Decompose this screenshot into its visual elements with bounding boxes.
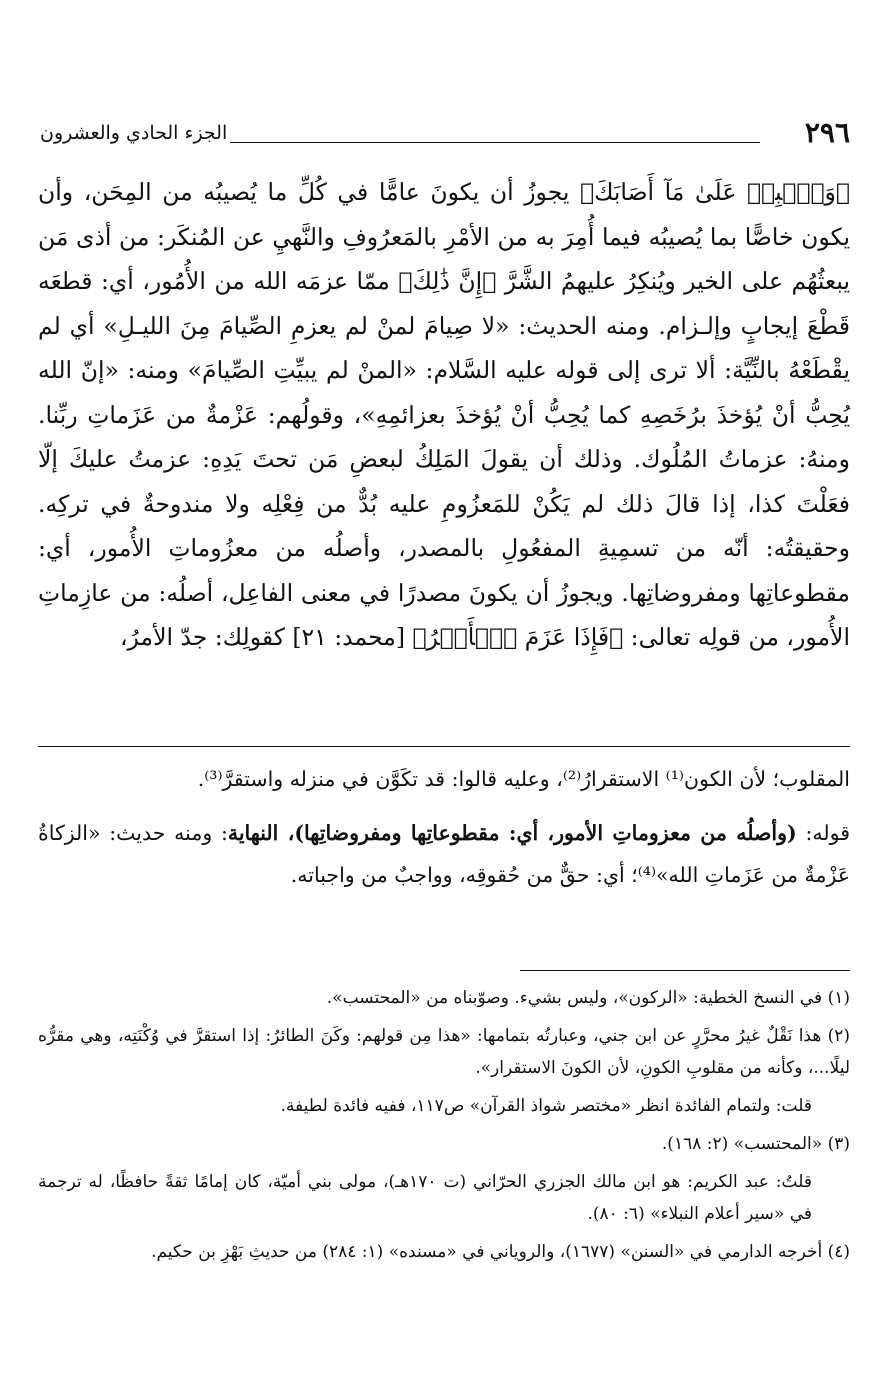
footnotes [38,982,850,1274]
main-text [38,170,850,660]
main-text-divider [38,746,850,747]
footnote-3-note: قلتُ: عبد الكريم: هو ابن مالك الجزري الحرّاني (ت ١٧٠هـ)، مولى بني أميّة، كان إمامًا ثقةً حافظًا، له ترجمة في «سير أعلام النبلاء» (٦: ٨٠). [38,1172,812,1224]
main-paragraph: ﴿وَٱصۡبِرۡ عَلَىٰ مَآ أَصَابَكَ﴾ يجوزُ أن يكونَ عامًّا في كُلِّ ما يُصيبُه من المِحَن، وأن يكون خاصًّا بما يُصيبُه فيما أُمِرَ به من الأمْرِ بالمَعرُوفِ والنَّهيِ عن المُنكَر: من أذى مَن يبعثُهُم على الخير ويُنكِرُ عليهمُ الشَّرَّ ﴿إِنَّ ذَٰلِكَ﴾ ممّا عزمَه الله من الأُمُور، أي: قطعَه قَطْعَ إيجابٍ وإلـزام. ومنه الحديث: «لا صِيامَ لمنْ لم يعزمِ الصِّيامَ مِنَ الليـلِ» أي لم يقْطَعْهُ بالنِّيَّة: ألا ترى إلى قوله عليه السَّلام: «المنْ لم يبيِّتِ الصِّيامَ» ومنه: «إنّ الله يُحِبُّ أنْ يُؤخذَ برُخَصِهِ كما يُحِبُّ أنْ يُؤخذَ بعزائمِهِ»، وقولُهم: عَزْمةٌ من عَزَماتِ ربِّنا. ومنهُ: عزماتُ المُلُوك. وذلك أن يقولَ المَلِكُ لبعضِ مَن تحتَ يَدِهِ: عزمتُ عليكَ إلّا فعَلْتَ كذا، إذا قالَ ذلك لم يَكُنْ للمَعزُومِ عليه بُدٌّ من فِعْلِه ولا مندوحةٌ في تركِه. وحقيقتُه: أنّه من تسمِيةِ المفعُولِ بالمصدر، وأصلُه من معزُوماتِ الأُمور، أي: مقطوعاتِها ومفروضاتِها. ويجوزُ أن يكونَ مصدرًا في معنى الفاعِل، أصلُه: من عازِماتِ الأُمور، من قولِه تعالى: ﴿فَإِذَا عَزَمَ ٱلۡأَمۡرُ﴾ [محمد: ٢١] كقولِك: جدّ الأمرُ، [38,178,850,651]
commentary-rest: : ومنه حديث: «الزكاةُ عَزْمةٌ من عَزَماتِ الله»⁽⁴⁾؛ أي: حقٌّ من حُقوقِه، وواجبٌ من واجباته. [38,821,850,887]
footnote-1: (١) في النسخ الخطية: «الركون»، وليس بشيء. وصوّبناه من «المحتسب». [326,988,850,1008]
footnote-2: (٢) هذا نَقْلٌ غيرُ محرَّرٍ عن ابن جني، وعبارتُه بتمامها: «هذا مِن قولهم: وكَنَ الطائرُ: إذا استقرَّ في وُكْنَتِه، وهي مقرُّه ليلًا...، وكأنه من مقلوبِ الكونِ، لأن الكونَ الاستقرار». [38,1026,850,1078]
page-number: ٢٩٦ [804,116,850,149]
running-title: الجزء الحادي والعشرون [40,122,228,144]
footnote-4: (٤) أخرجه الدارمي في «السنن» (١٦٧٧)، والروياني في «مسنده» (١: ٢٨٤) من حديثِ بَهْزِ بن حكيم. [151,1242,850,1262]
footnote-2-note: قلت: ولتمام الفائدة انظر «مختصر شواذ القرآن» ص١١٧، ففيه فائدة لطيفة. [280,1096,812,1116]
footnote-divider [520,970,850,971]
header-rule [230,142,760,143]
page-header [40,116,850,156]
commentary [38,758,850,908]
commentary-lead: قوله: [796,821,850,845]
commentary-paragraph-2 [38,812,850,896]
commentary-bold-quote: (وأصلُه من معزوماتِ الأمور، أي: مقطوعاتِها ومفروضاتِها)، النهاية [227,821,797,845]
commentary-paragraph-1: المقلوب؛ لأن الكون⁽¹⁾ الاستقرارُ⁽²⁾، وعليه قالوا: قد تكَوَّن في منزله واستقرَّ⁽³⁾. [197,767,850,791]
footnote-3: (٣) «المحتسب» (٢: ١٦٨). [661,1134,850,1154]
